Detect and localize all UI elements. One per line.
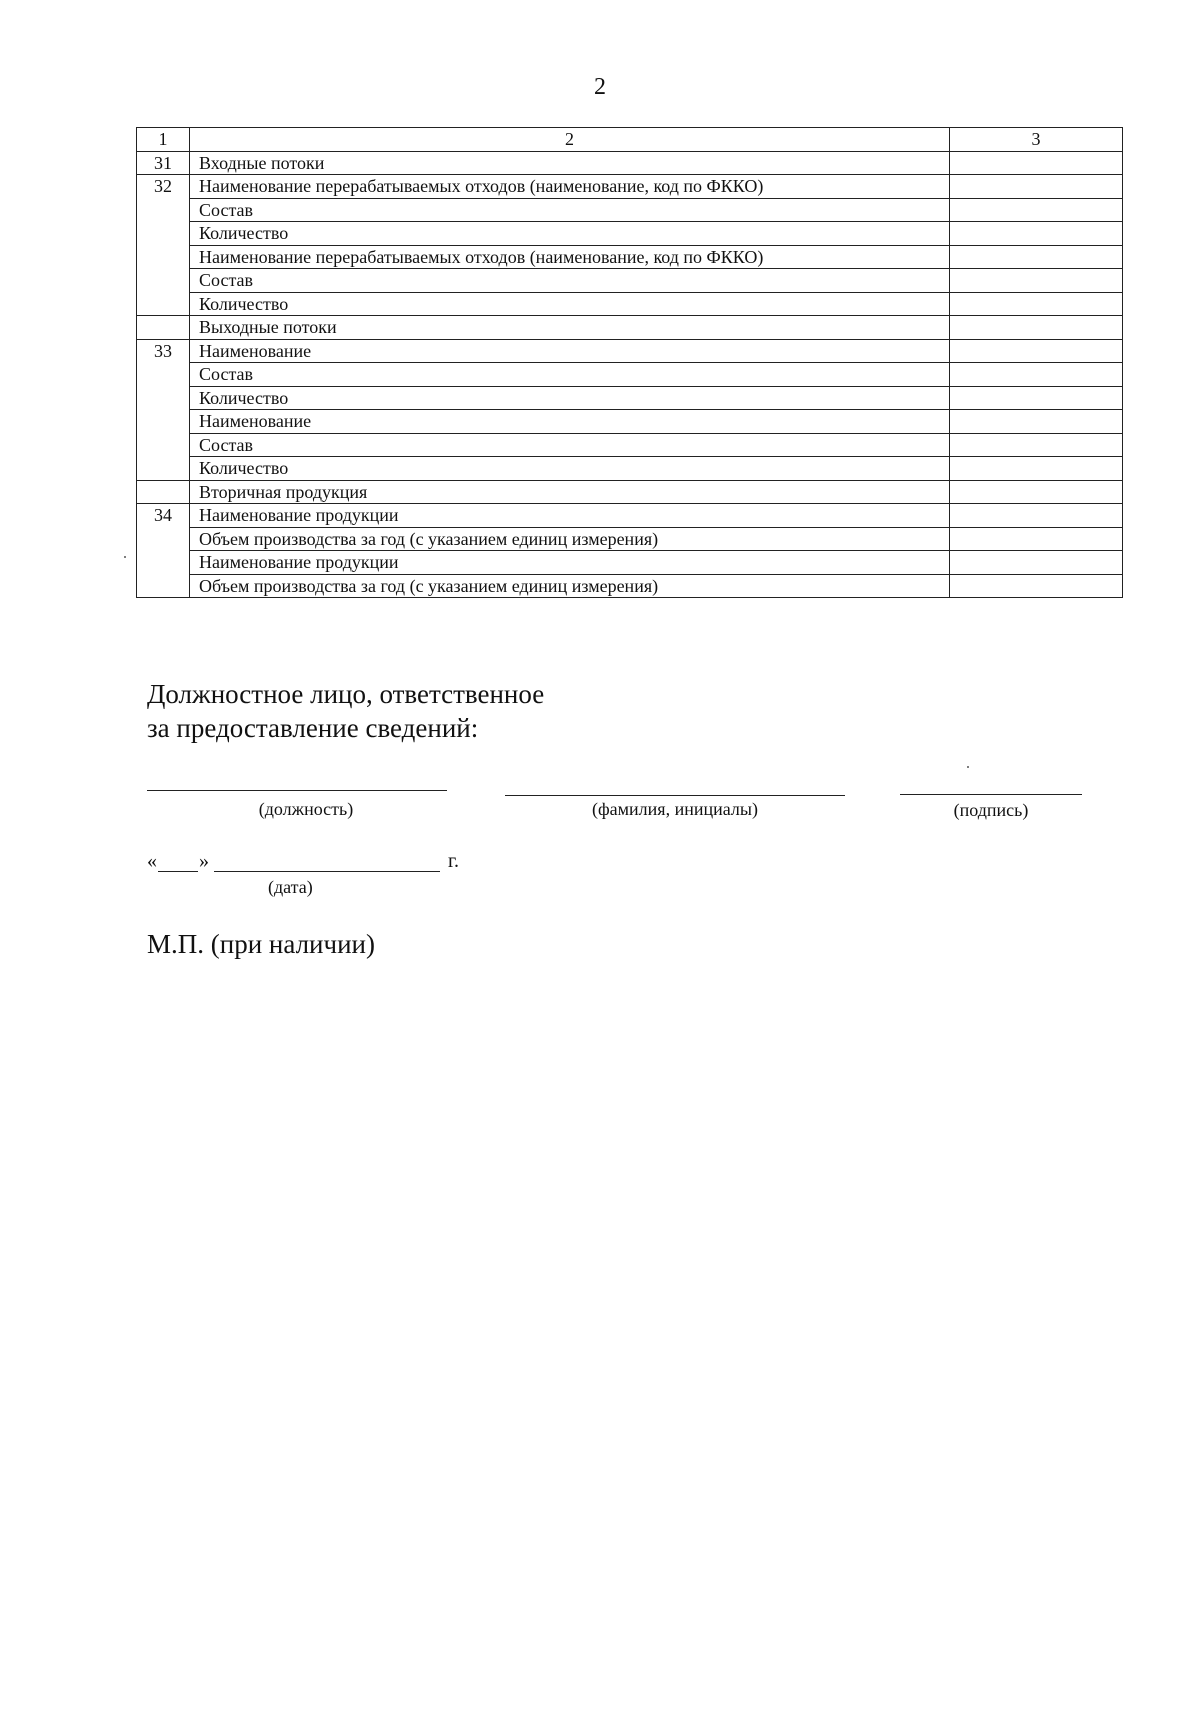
scan-speck [124, 556, 126, 558]
official-line-1: Должностное лицо, ответственное [147, 679, 545, 709]
scan-speck [967, 766, 969, 768]
row-label: Объем производства за год (с указанием единиц измерения) [190, 527, 950, 551]
row-label: Состав [190, 363, 950, 387]
table-row [137, 410, 1123, 434]
table-row [137, 386, 1123, 410]
value-cell[interactable] [950, 574, 1123, 598]
value-cell[interactable] [950, 551, 1123, 575]
table-row [137, 245, 1123, 269]
row-number [137, 480, 190, 504]
signature-line[interactable] [900, 794, 1082, 795]
row-label: Состав [190, 198, 950, 222]
row-number: 34 [137, 504, 190, 598]
row-number [137, 316, 190, 340]
row-label: Наименование продукции [190, 504, 950, 528]
name-line[interactable] [505, 795, 845, 796]
table-row [137, 175, 1123, 199]
value-cell[interactable] [950, 504, 1123, 528]
value-cell[interactable] [950, 151, 1123, 175]
row-label: Наименование перерабатываемых отходов (наименование, код по ФККО) [190, 245, 950, 269]
value-cell[interactable] [950, 292, 1123, 316]
table-row [137, 433, 1123, 457]
table-row [137, 574, 1123, 598]
table-row [137, 198, 1123, 222]
table-header-row [137, 128, 1123, 152]
position-label: (должность) [258, 799, 354, 819]
date-close-quote: » [199, 850, 209, 872]
row-label: Состав [190, 433, 950, 457]
row-label: Количество [190, 457, 950, 481]
official-line-2: за предоставление сведений: [147, 713, 479, 743]
value-cell[interactable] [950, 339, 1123, 363]
value-cell[interactable] [950, 175, 1123, 199]
row-label: Вторичная продукция [190, 480, 950, 504]
date-open-quote: « [147, 850, 157, 872]
row-label: Входные потоки [190, 151, 950, 175]
value-cell[interactable] [950, 480, 1123, 504]
table-row [137, 269, 1123, 293]
table-row [137, 551, 1123, 575]
signature-label: (подпись) [953, 800, 1029, 820]
table-row [137, 339, 1123, 363]
stamp-note: М.П. (при наличии) [147, 929, 375, 959]
value-cell[interactable] [950, 245, 1123, 269]
table-row [137, 316, 1123, 340]
header-cell-2: 2 [190, 128, 950, 152]
row-label: Наименование [190, 339, 950, 363]
table-row [137, 222, 1123, 246]
value-cell[interactable] [950, 527, 1123, 551]
header-cell-3: 3 [950, 128, 1123, 152]
row-number: 31 [137, 151, 190, 175]
table-row [137, 151, 1123, 175]
row-label: Наименование продукции [190, 551, 950, 575]
page-number: 2 [594, 74, 606, 100]
value-cell[interactable] [950, 433, 1123, 457]
date-label: (дата) [268, 877, 313, 897]
month-year-blank[interactable] [214, 871, 440, 872]
value-cell[interactable] [950, 316, 1123, 340]
date-year-suffix: г. [448, 850, 459, 872]
day-blank[interactable] [158, 871, 198, 872]
form-table [136, 127, 1123, 598]
row-label: Количество [190, 222, 950, 246]
official-heading [147, 677, 544, 745]
row-label: Состав [190, 269, 950, 293]
row-label: Количество [190, 386, 950, 410]
row-number: 33 [137, 339, 190, 480]
table-row [137, 457, 1123, 481]
name-label: (фамилия, инициалы) [592, 799, 758, 819]
row-label: Выходные потоки [190, 316, 950, 340]
value-cell[interactable] [950, 386, 1123, 410]
row-label: Наименование перерабатываемых отходов (наименование, код по ФККО) [190, 175, 950, 199]
row-label: Объем производства за год (с указанием единиц измерения) [190, 574, 950, 598]
value-cell[interactable] [950, 222, 1123, 246]
table-row [137, 480, 1123, 504]
value-cell[interactable] [950, 269, 1123, 293]
table-row [137, 292, 1123, 316]
position-line[interactable] [147, 790, 447, 791]
value-cell[interactable] [950, 410, 1123, 434]
value-cell[interactable] [950, 363, 1123, 387]
value-cell[interactable] [950, 198, 1123, 222]
table-row [137, 363, 1123, 387]
value-cell[interactable] [950, 457, 1123, 481]
table-row [137, 527, 1123, 551]
row-number: 32 [137, 175, 190, 316]
row-label: Количество [190, 292, 950, 316]
table-row [137, 504, 1123, 528]
row-label: Наименование [190, 410, 950, 434]
header-cell-1: 1 [137, 128, 190, 152]
